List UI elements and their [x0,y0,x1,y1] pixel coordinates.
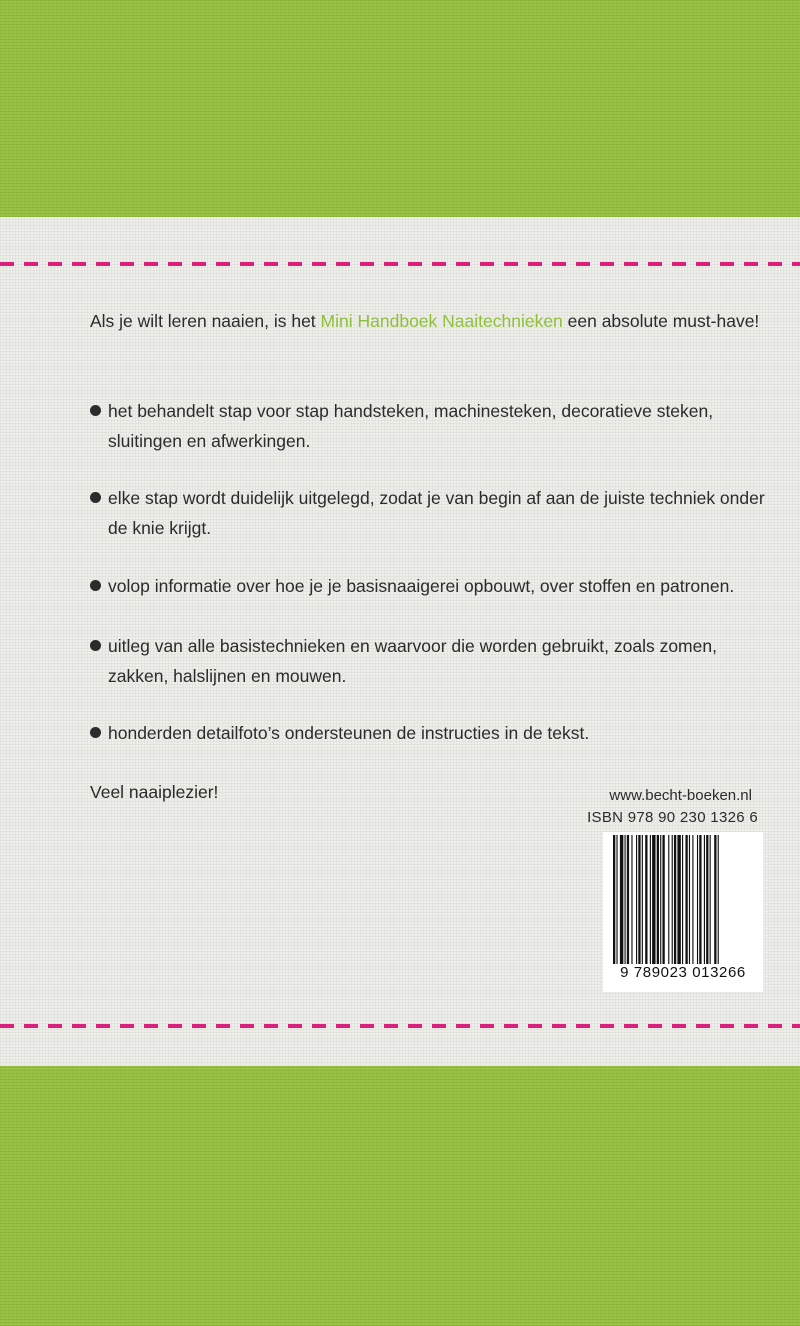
top-green-band [0,0,800,217]
bottom-stitch-line [0,1024,800,1028]
bullet-text: honderden detailfoto’s ondersteunen de instructies in de tekst. [108,723,590,743]
top-stitch-line [0,262,800,266]
intro-paragraph [90,306,770,336]
bullet-text: volop informatie over hoe je je basisnaaigerei opbouwt, over stoffen en patronen. [108,576,735,596]
bullet-dot-icon [90,405,101,416]
intro-text-end: een absolute must-have! [562,311,760,331]
barcode-number: 9 789023 013266 [603,964,763,981]
bottom-green-band [0,1066,800,1326]
barcode-bars [613,835,753,965]
isbn-number: ISBN 978 90 230 1326 6 [587,809,758,826]
bullet-item [90,571,770,601]
bullet-dot-icon [90,640,101,651]
closing-line: Veel naaiplezier! [90,782,219,802]
bullet-dot-icon [90,580,101,591]
book-title-highlight: Mini Handboek Naaitechnieken [320,311,563,331]
bullet-dot-icon [90,727,101,738]
bullet-item [90,483,770,543]
intro-text-start: Als je wilt leren naaien, is het [90,311,321,331]
bullet-dot-icon [90,492,101,503]
publisher-website: www.becht-boeken.nl [609,787,752,804]
bullet-text: het behandelt stap voor stap handsteken, machinesteken, decoratieve steken, sluitingen en afwerkingen. [108,401,714,451]
bullet-item [90,718,770,748]
bullet-text: elke stap wordt duidelijk uitgelegd, zodat je van begin af aan de juiste techniek onder de knie krijgt. [108,488,765,538]
barcode [603,832,763,992]
bullet-item [90,631,770,691]
bullet-item [90,396,770,456]
bullet-text: uitleg van alle basistechnieken en waarvoor die worden gebruikt, zoals zomen, zakken, halslijnen en mouwen. [108,636,717,686]
